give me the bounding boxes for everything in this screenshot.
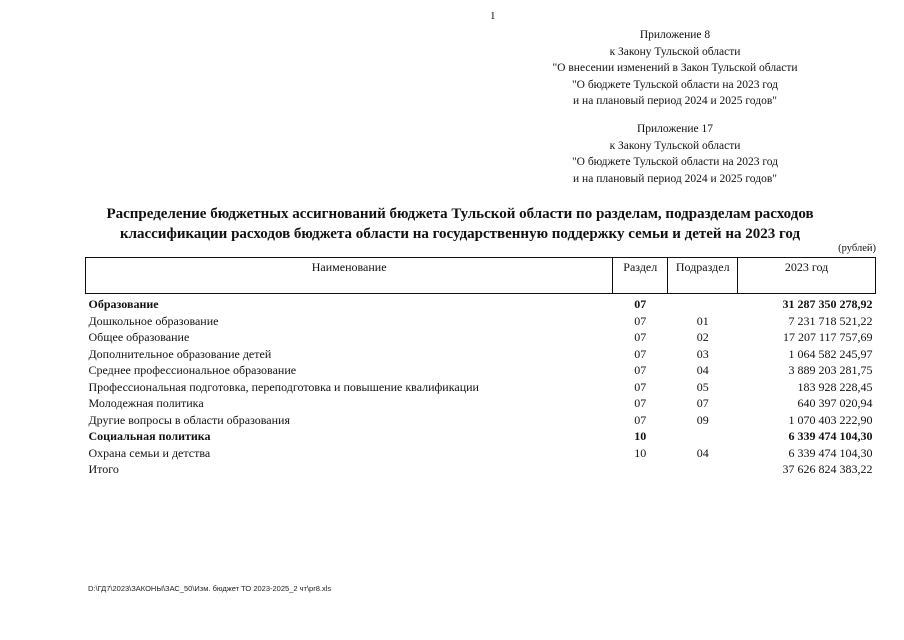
appendix-8-line: Приложение 8 [639, 29, 711, 41]
table-row [86, 313, 876, 330]
table-row [86, 294, 876, 313]
units-label: (рублей) [838, 243, 876, 254]
table-row [86, 346, 876, 363]
header-name: Наименование [86, 258, 613, 294]
row-podrazdel: 05 [696, 379, 709, 394]
appendix-17-line: к Закону Тульской области [609, 139, 741, 152]
row-razdel: 07 [634, 297, 647, 311]
row-podrazdel: 09 [696, 412, 709, 427]
row-podrazdel [668, 294, 738, 313]
row-podrazdel: 07 [696, 396, 709, 410]
row-amount: 6 339 474 104,30 [788, 445, 873, 460]
table-row [86, 412, 876, 429]
row-podrazdel: 04 [696, 445, 709, 460]
table-row [86, 379, 876, 396]
row-amount: 1 070 403 222,90 [788, 412, 873, 427]
appendix-17-line: Приложение 17 [636, 123, 714, 135]
row-name: Итого [88, 462, 119, 476]
row-name: Социальная политика [88, 429, 211, 443]
row-amount: 7 231 718 521,22 [788, 313, 873, 328]
title-line-2: классификации расходов бюджета области на государственную поддержку семьи и детей на 2023 год [119, 226, 801, 242]
appendix-8-line: и на плановый период 2024 и 2025 годов" [573, 95, 777, 107]
row-podrazdel: 01 [696, 313, 709, 328]
row-amount: 37 626 824 383,22 [782, 462, 873, 476]
row-razdel: 07 [634, 313, 647, 328]
row-name: Дополнительное образование детей [88, 346, 272, 361]
row-amount: 6 339 474 104,30 [788, 429, 873, 443]
table-row [86, 428, 876, 445]
header-razdel: Раздел [613, 258, 668, 294]
row-amount: 1 064 582 245,97 [788, 346, 873, 361]
table-row [86, 461, 876, 478]
row-razdel: 07 [634, 363, 647, 377]
table-header-row [86, 258, 876, 294]
file-path-footer: D:\ГД7\2023\ЗАКОНЫ\ЗАС_50\Изм. бюджет ТО 2023-2025_2 чт\pr8.xls [88, 584, 332, 593]
row-podrazdel: 04 [696, 363, 709, 377]
row-razdel: 10 [634, 429, 647, 443]
row-name: Среднее профессиональное образование [88, 363, 297, 377]
table-body [86, 294, 876, 478]
row-razdel: 10 [634, 445, 647, 460]
row-name: Другие вопросы в области образования [88, 412, 290, 427]
document-title [60, 204, 860, 244]
appendix-17-line: "О бюджете Тульской области на 2023 год [571, 156, 779, 168]
row-razdel: 07 [634, 330, 647, 344]
table-row [86, 395, 876, 412]
appendix-17-block [520, 121, 830, 187]
row-podrazdel [668, 428, 738, 445]
row-razdel: 07 [634, 346, 647, 361]
row-amount: 3 889 203 281,75 [788, 363, 873, 377]
row-name: Молодежная политика [88, 396, 204, 410]
row-podrazdel: 02 [696, 330, 709, 344]
row-podrazdel: 03 [696, 346, 709, 361]
row-razdel: 07 [634, 412, 647, 427]
row-amount: 17 207 117 757,69 [782, 330, 873, 344]
row-name: Общее образование [88, 330, 190, 344]
page-number: 1 [490, 10, 496, 22]
row-name: Дошкольное образование [88, 313, 219, 328]
title-line-1: Распределение бюджетных ассигнований бюджета Тульской области по разделам, подразделам расходов [106, 206, 814, 222]
row-razdel [613, 461, 668, 478]
budget-table [85, 257, 876, 478]
header-year: 2023 год [738, 258, 876, 294]
row-name: Профессиональная подготовка, переподготовка и повышение квалификации [88, 379, 479, 394]
row-amount: 640 397 020,94 [797, 396, 873, 410]
header-podrazdel: Подраздел [668, 258, 738, 294]
table-row [86, 329, 876, 346]
table-row [86, 362, 876, 379]
appendix-8-line: "О бюджете Тульской области на 2023 год [571, 78, 779, 91]
appendix-8-line: к Закону Тульской области [609, 45, 741, 58]
table-row [86, 445, 876, 462]
appendix-17-line: и на плановый период 2024 и 2025 годов" [573, 172, 777, 185]
row-razdel: 07 [634, 379, 647, 394]
row-razdel: 07 [634, 396, 647, 410]
row-amount: 31 287 350 278,92 [782, 297, 873, 311]
row-amount: 183 928 228,45 [797, 379, 873, 394]
appendix-8-block [520, 27, 830, 110]
row-name: Охрана семьи и детства [88, 445, 211, 460]
row-name: Образование [88, 297, 159, 311]
row-podrazdel [668, 461, 738, 478]
appendix-8-line: "О внесении изменений в Закон Тульской области [552, 62, 798, 74]
